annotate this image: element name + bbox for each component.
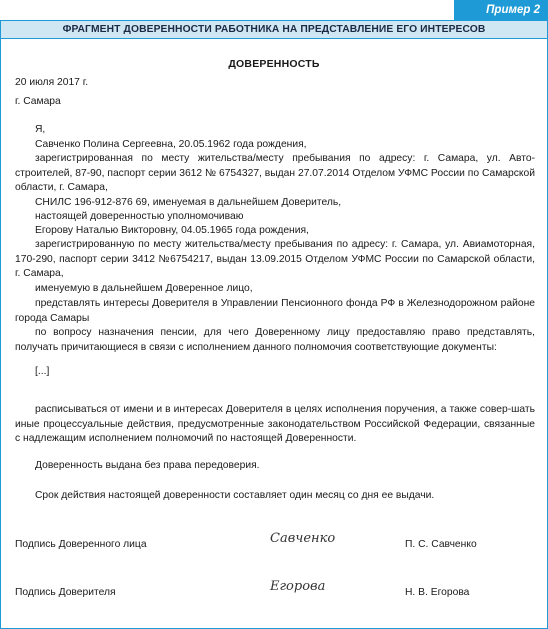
document-body — [1, 21, 547, 628]
section-header: ФРАГМЕНТ ДОВЕРЕННОСТИ РАБОТНИКА НА ПРЕДСТАВЛЕНИЕ ЕГО ИНТЕРЕСОВ — [1, 21, 547, 39]
authorize-text: настоящей доверенностью уполномочиваю — [35, 211, 244, 222]
example-badge: Пример 2 — [454, 0, 548, 20]
document-title: ДОВЕРЕННОСТЬ — [228, 58, 320, 70]
principal-signature-row — [15, 579, 535, 606]
principal-address: зарегистрированная по месту жительства/месту пребывания по адресу: г. Самара, ул. Авто-строителей, 87-90, паспорт серии 3612 № 6754327, выдан 27.07.2014 Отделом УФМС России по Самарской области, г. Самара, — [15, 153, 535, 193]
sign-rights-text: расписываться от имени и в интересах Доверителя в целях исполнения поручения, а также совер-шать иные процессуальные действия, предусмотренные законодательством Российской Федерации, связанные с надлежащим исполнением полномочий по настоящей Доверенности. — [15, 404, 535, 444]
agent-referred: именуемую в дальнейшем Доверенное лицо, — [35, 283, 253, 294]
signatory-name: Н. В. Егорова — [405, 587, 470, 598]
handwritten-signature: Савченко — [270, 531, 336, 546]
principal-name: Савченко Полина Сергеевна, 20.05.1962 года рождения, — [35, 139, 307, 150]
document-date: 20 июля 2017 г. — [15, 77, 89, 88]
principal-snils: СНИЛС 196-912-876 69, именуемая в дальнейшем Доверитель, — [35, 197, 342, 208]
signature-label: Подпись Доверителя — [15, 587, 116, 598]
document-city: г. Самара — [15, 96, 61, 107]
agent-signature-row — [15, 531, 535, 558]
badge-row — [0, 0, 548, 20]
no-substitution-text: Доверенность выдана без права передоверия. — [35, 460, 260, 471]
validity-text: Срок действия настоящей доверенности составляет один месяц со дня ее выдачи. — [35, 490, 435, 501]
text-i: Я, — [35, 124, 46, 135]
agent-name: Егорову Наталью Викторовну, 04.05.1965 года рождения, — [35, 225, 309, 236]
document-frame — [0, 20, 548, 629]
handwritten-signature: Егорова — [270, 579, 326, 594]
signatory-name: П. С. Савченко — [405, 539, 477, 550]
ellipsis: [...] — [35, 366, 50, 377]
agent-address: зарегистрированную по месту жительства/месту пребывания по адресу: г. Самара, ул. Авиамоторная, 170-290, паспорт серии 3412 №6754217, выдан 13.09.2015 Отделом УФМС России по Самарской области, г. Самара, — [15, 239, 535, 279]
pension-text: по вопросу назначения пенсии, для чего Доверенному лицу предоставляю право представлять, получать причитающиеся в связи с исполнением данного полномочия соответствующие документы: — [15, 327, 535, 353]
represent-text: представлять интересы Доверителя в Управлении Пенсионного фонда РФ в Железнодорожном районе города Самары — [15, 298, 535, 324]
signature-label: Подпись Доверенного лица — [15, 539, 147, 550]
